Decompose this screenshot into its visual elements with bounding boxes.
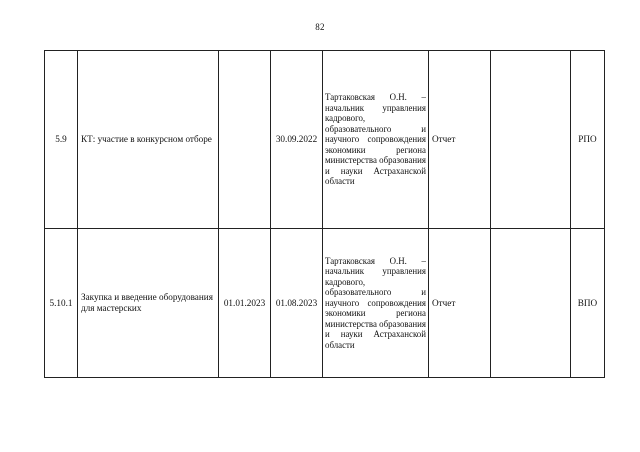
responsible-cell: Тартаковская О.Н. – начальник управления кадрового, образовательного и научного сопровождения экономики региона министерства образования и науки Астраханской области bbox=[323, 51, 429, 229]
document-type-cell: Отчет bbox=[429, 51, 491, 229]
responsible-cell: Тартаковская О.Н. – начальник управления кадрового, образовательного и научного сопровождения экономики региона министерства образования и науки Астраханской области bbox=[323, 229, 429, 378]
start-date-cell bbox=[219, 51, 271, 229]
row-number-cell: 5.9 bbox=[45, 51, 78, 229]
code-cell: РПО bbox=[571, 51, 605, 229]
empty-cell bbox=[491, 51, 571, 229]
end-date-cell: 01.08.2023 bbox=[271, 229, 323, 378]
plan-table bbox=[44, 50, 605, 378]
row-number-cell: 5.10.1 bbox=[45, 229, 78, 378]
page-number: 82 bbox=[315, 22, 325, 32]
code-cell: ВПО bbox=[571, 229, 605, 378]
document-type-cell: Отчет bbox=[429, 229, 491, 378]
start-date-cell: 01.01.2023 bbox=[219, 229, 271, 378]
end-date-cell: 30.09.2022 bbox=[271, 51, 323, 229]
table-row bbox=[45, 51, 605, 229]
task-cell: Закупка и введение оборудования для мастерских bbox=[78, 229, 219, 378]
empty-cell bbox=[491, 229, 571, 378]
table-row bbox=[45, 229, 605, 378]
task-cell: КТ: участие в конкурсном отборе bbox=[78, 51, 219, 229]
